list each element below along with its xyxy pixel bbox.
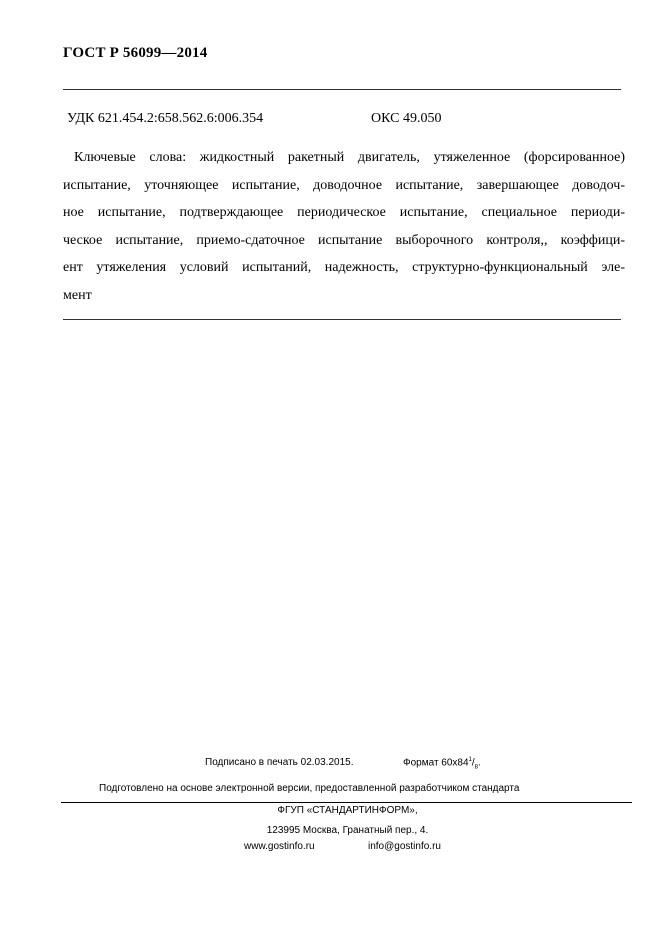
imprint-divider <box>61 802 632 803</box>
keywords-line: ент утяжеления условий испытаний, надежность, структурно-функциональный эле- <box>63 260 625 276</box>
format-label: Формат 60x84 <box>403 757 469 769</box>
publisher-name: ФГУП «СТАНДАРТИНФОРМ», <box>277 805 418 816</box>
keywords-paragraph <box>63 144 625 310</box>
keywords-line: мент <box>63 287 92 303</box>
oks-code: ОКС 49.050 <box>371 111 442 126</box>
keywords-line: ное испытание, подтверждающее периодическое испытание, специальное периоди- <box>63 205 625 221</box>
publisher-address: 123995 Москва, Гранатный пер., 4. <box>266 825 429 836</box>
publisher-website: www.gostinfo.ru <box>244 841 315 852</box>
udk-code: УДК 621.454.2:658.562.6:006.354 <box>67 111 264 126</box>
publisher-email: info@gostinfo.ru <box>368 841 441 852</box>
prepared-note: Подготовлено на основе электронной версии, предоставленной разработчиком стандарта <box>99 783 520 794</box>
keywords-divider <box>63 319 621 320</box>
format-end: . <box>478 757 481 769</box>
header-divider <box>63 89 621 90</box>
format-numerator: 1 <box>468 757 472 763</box>
paper-format: Формат $60x84^1/_8$. <box>403 757 481 771</box>
format-denominator: 8 <box>474 764 479 771</box>
standard-designation: ГОСТ Р 56099—2014 <box>63 45 208 61</box>
keywords-line: Ключевые слова: жидкостный ракетный двигатель, утяжеленное (форсированное) <box>74 150 625 165</box>
keywords-line: испытание, уточняющее испытание, доводочное испытание, завершающее доводоч- <box>63 177 625 193</box>
keywords-line: ческое испытание, приемо-сдаточное испытание выборочного контроля,, коэффици- <box>63 232 625 248</box>
signed-for-print: Подписано в печать 02.03.2015. <box>205 757 354 768</box>
